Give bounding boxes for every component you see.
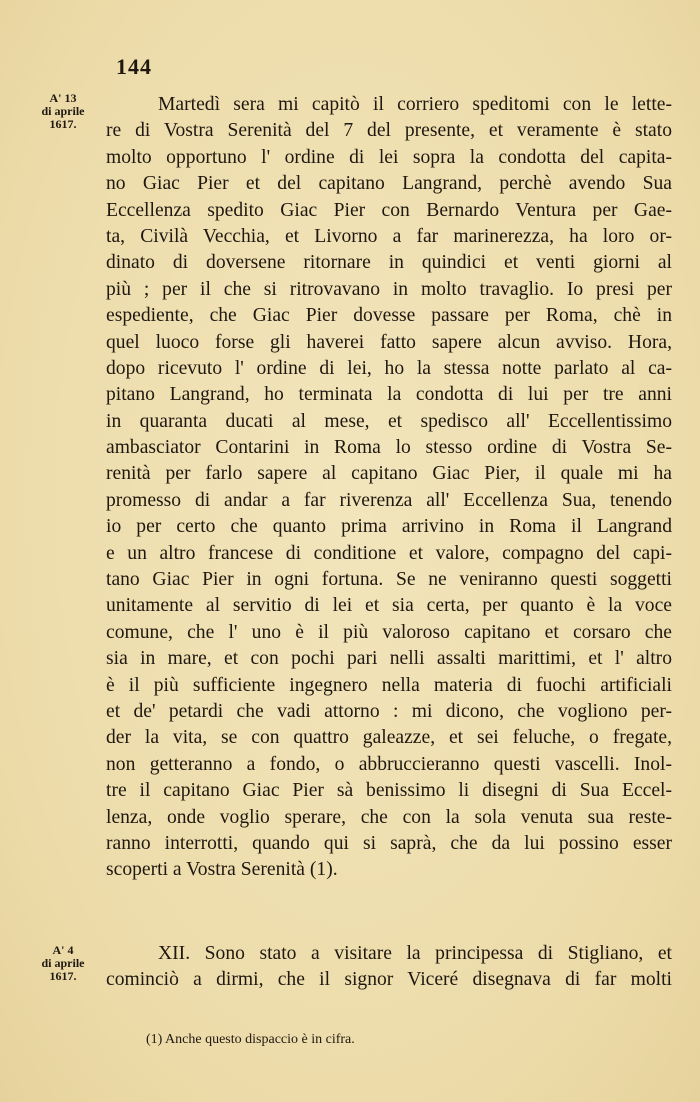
margin-note-line: 1617. [49, 117, 77, 131]
text-line: scoperti a Vostra Serenità (1). [106, 859, 338, 881]
text-line: pitano Langrand, ho terminata la condotta di lui per tre anni [106, 384, 672, 406]
footnote: (1) Anche questo dispaccio è in cifra. [146, 1032, 355, 1047]
page-number: 144 [116, 54, 152, 79]
text-line: espediente, che Giac Pier dovesse passare per Roma, chè in [106, 305, 672, 327]
text-line: io per certo che quanto prima arrivino in Roma il Langrand [106, 516, 672, 538]
text-line: quel luoco forse gli haverei fatto sapere alcun avviso. Hora, [106, 331, 672, 353]
text-line: ta, Civilà Vecchia, et Livorno a far marinerezza, ha loro or- [106, 225, 672, 247]
text-line: Martedì sera mi capitò il corriero speditomi con le lette- [158, 94, 672, 115]
margin-date-note [28, 944, 98, 983]
paragraph-xii [106, 941, 672, 994]
text-line: in quaranta ducati al mese, et spedisco all' Eccellentissimo [106, 410, 672, 432]
text-line: cominciò a dirmi, che il signor Viceré disegnava di far molti [106, 969, 672, 991]
text-line: unitamente al servitio di lei et sia certa, per quanto è la voce [106, 595, 672, 617]
margin-note-line: A' 4 [52, 943, 74, 957]
text-line: tano Giac Pier in ogni fortuna. Se ne veniranno questi soggetti [106, 569, 672, 591]
text-line: et de' petardi che vadi attorno : mi dicono, che vogliono per- [106, 700, 672, 722]
text-line: ranno interrotti, quando qui si saprà, che da lui possino esser [106, 832, 672, 854]
text-line: tre il capitano Giac Pier sà benissimo li disegni di Sua Eccel- [106, 780, 672, 802]
text-line: è il più sufficiente ingegnero nella materia di fuochi artificiali [106, 674, 672, 696]
margin-note-line: A' 13 [49, 91, 77, 105]
margin-note-line: di aprile [41, 104, 85, 118]
text-line: dopo ricevuto l' ordine di lei, ho la stessa notte parlato al ca- [106, 357, 672, 379]
text-line: XII. Sono stato a visitare la principessa di Stigliano, et [158, 943, 672, 964]
text-line: molto opportuno l' ordine di lei sopra la condotta del capita- [106, 146, 672, 168]
margin-note-line: 1617. [49, 969, 77, 983]
text-line: lenza, onde voglio sperare, che con la sola venuta sua reste- [106, 806, 672, 828]
text-line: sia in mare, et con pochi pari nelli assalti marittimi, et l' altro [106, 648, 672, 670]
text-line: comune, che l' uno è il più valoroso capitano et corsaro che [106, 621, 672, 643]
text-line: no Giac Pier et del capitano Langrand, perchè avendo Sua [106, 173, 672, 195]
text-line: ambasciator Contarini in Roma lo stesso ordine di Vostra Se- [106, 437, 672, 459]
text-line: Eccellenza spedito Giac Pier con Bernardo Ventura per Gae- [106, 199, 672, 221]
margin-note-line: di aprile [41, 956, 85, 970]
margin-date-note [28, 92, 98, 131]
text-line: e un altro francese di conditione et valore, compagno del capi- [106, 542, 672, 564]
paragraph-letter [106, 92, 672, 884]
text-line: promesso di andar a far riverenza all' Eccellenza Sua, tenendo [106, 489, 672, 511]
text-line: renità per farlo sapere al capitano Giac Pier, il quale mi ha [106, 463, 672, 485]
text-line: non getteranno a fondo, o abbruccieranno questi vascelli. Inol- [106, 753, 672, 775]
text-line: più ; per il che si ritrovavano in molto travaglio. Io presi per [106, 278, 672, 300]
text-line: dinato di doversene ritornare in quindici et venti giorni al [106, 252, 672, 274]
text-line: re di Vostra Serenità del 7 del presente, et veramente è stato [106, 120, 672, 142]
text-line: der la vita, se con quattro galeazze, et sei feluche, o fregate, [106, 727, 672, 749]
